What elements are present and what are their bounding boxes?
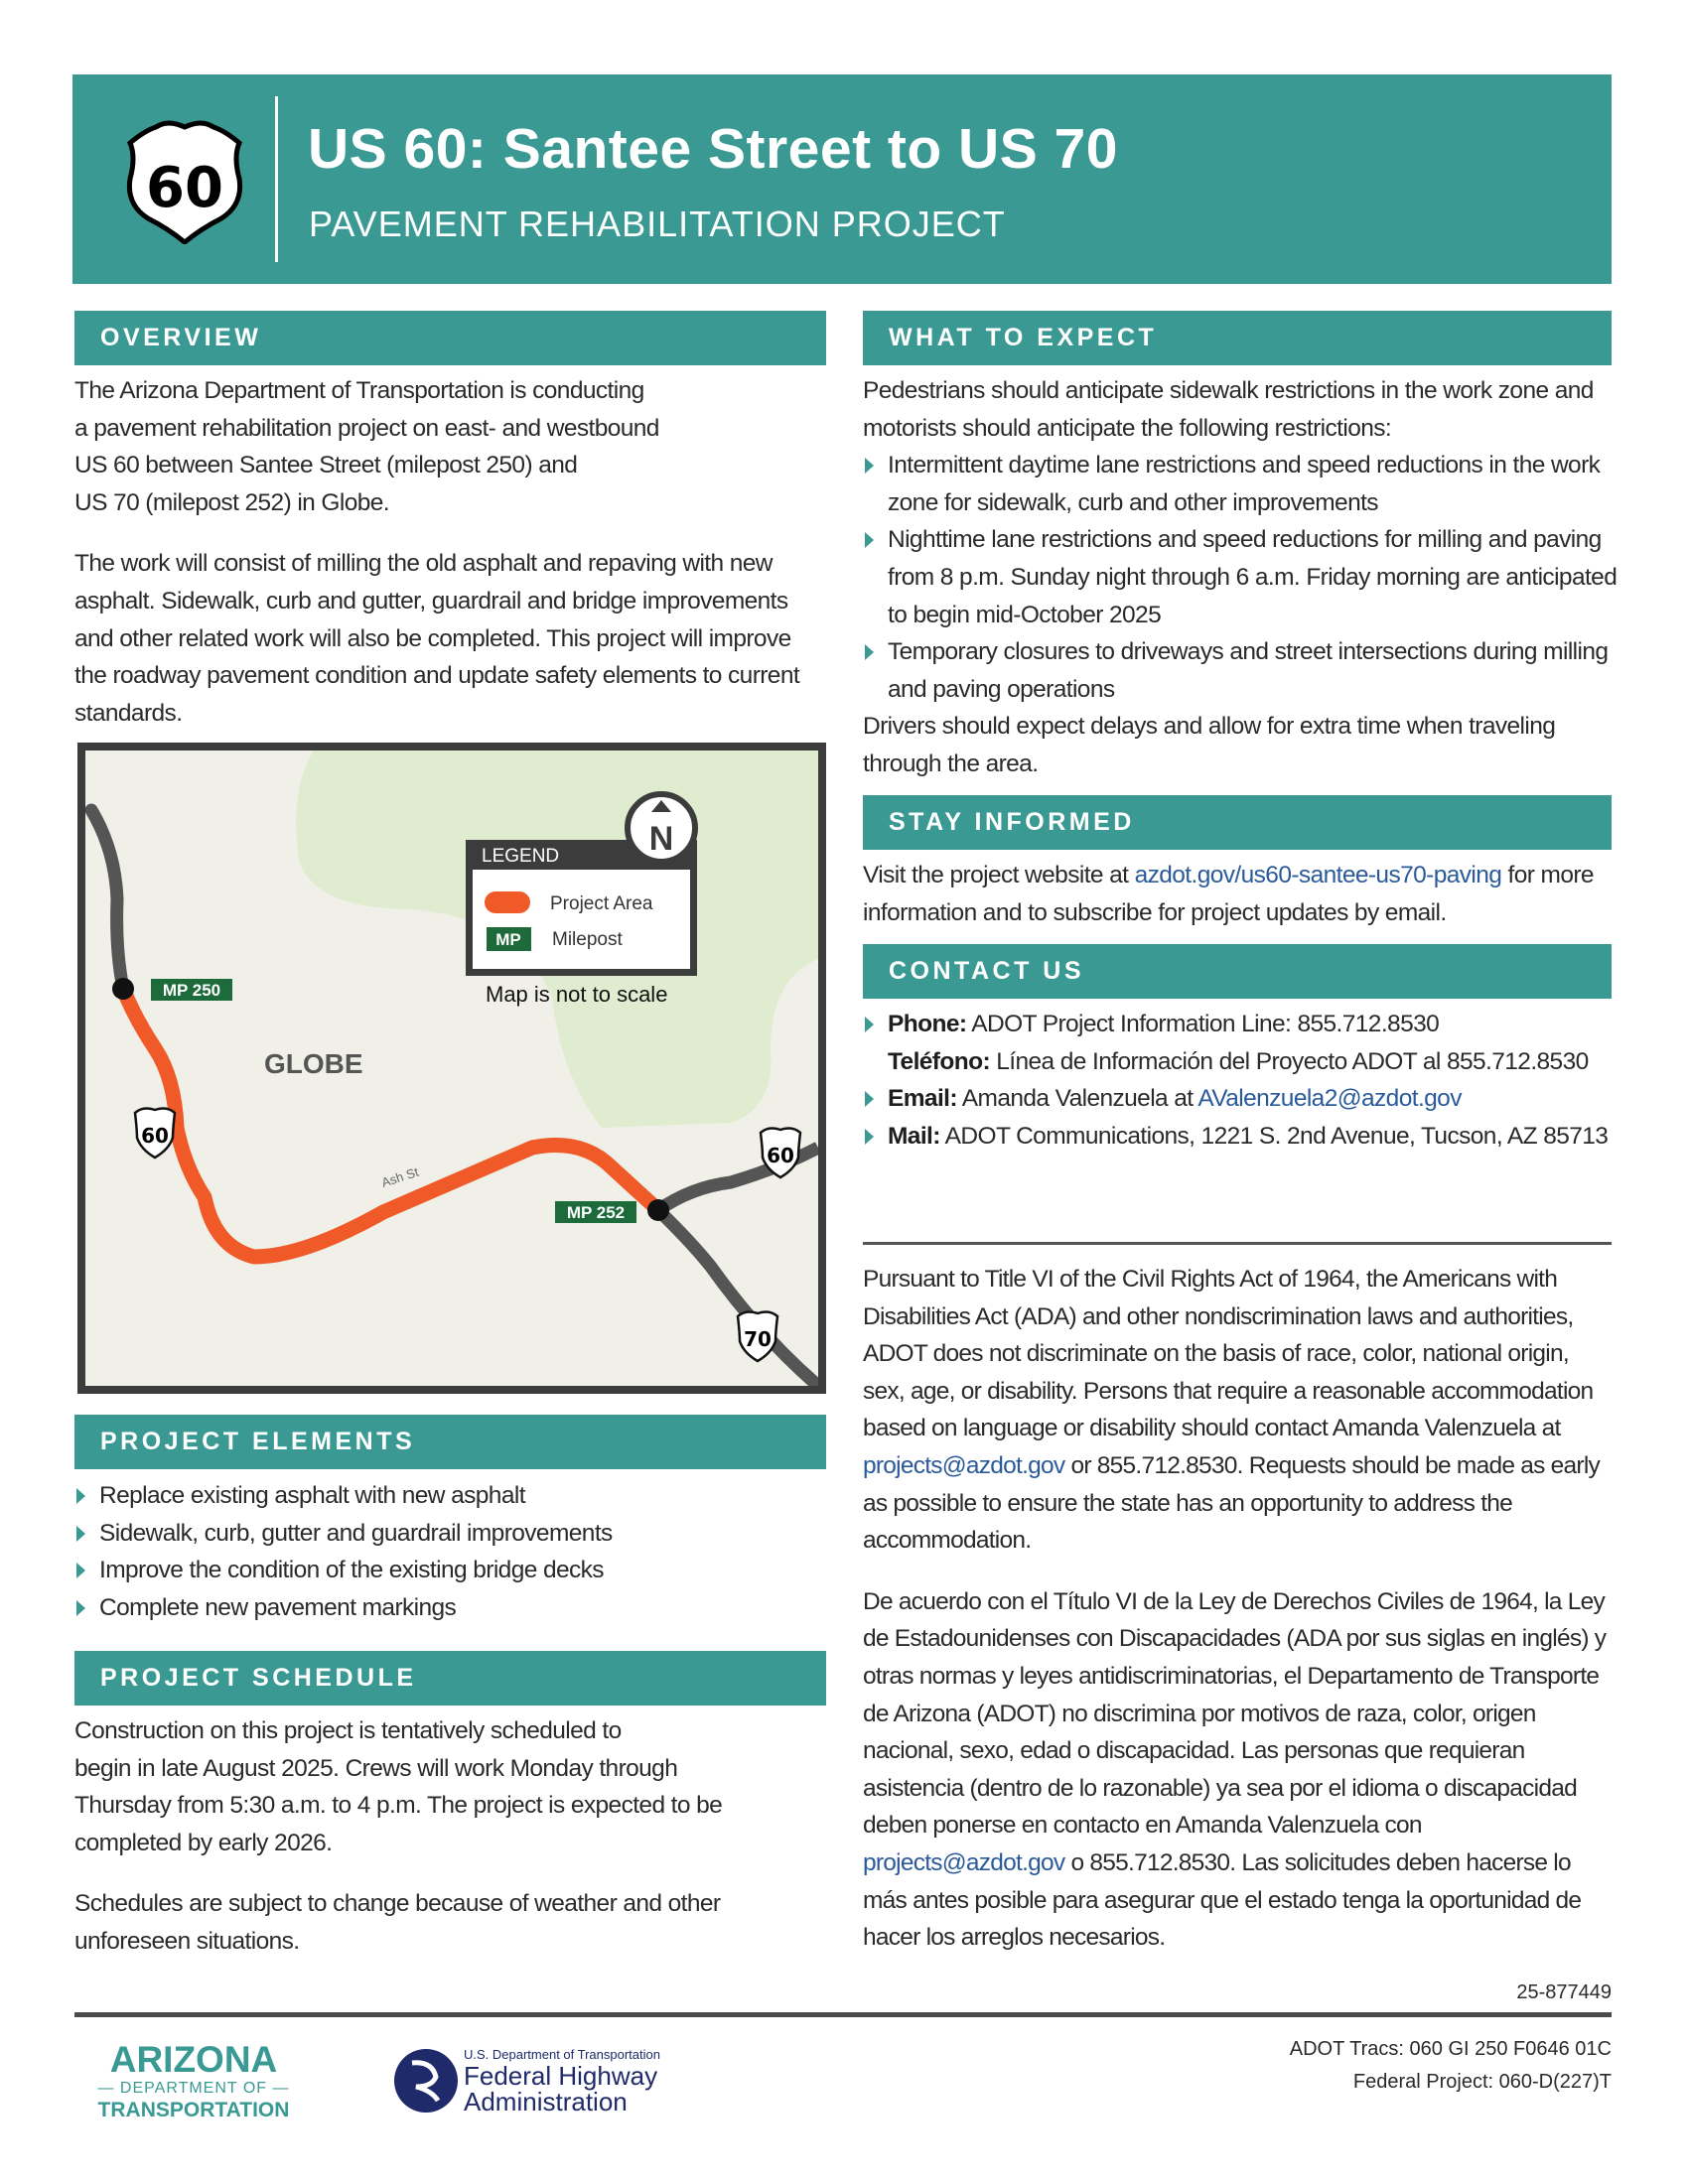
banner-divider [275, 96, 278, 262]
bullet-triangle-icon [865, 1129, 874, 1145]
bullet-triangle-icon [865, 644, 874, 660]
bullet-triangle-icon [76, 1600, 85, 1616]
section-divider [863, 1242, 1612, 1245]
svg-text:60: 60 [141, 1124, 169, 1148]
list-item: Intermittent daytime lane restrictions and speed reductions in the work zone for sidewalk, curb and other improvements [863, 447, 1618, 521]
overview-line: US 70 (milepost 252) in Globe. [74, 488, 389, 516]
svg-text:60: 60 [146, 156, 223, 220]
legend-title: LEGEND [482, 846, 560, 867]
expect-intro: Pedestrians should anticipate sidewalk restrictions in the work zone and motorists should anticipate the following restrictions: [863, 377, 1594, 442]
road-us70 [658, 1210, 818, 1386]
project-schedule-body [74, 1712, 829, 1961]
schedule-line: Thursday from 5:30 a.m. to 4 p.m. The project is expected to be [74, 1792, 723, 1820]
mp250-label: MP 250 [162, 981, 221, 1000]
list-item: Sidewalk, curb, gutter and guardrail improvements [74, 1515, 829, 1553]
projects-email-link-es[interactable]: projects@azdot.gov [863, 1848, 1065, 1876]
page-title: US 60: Santee Street to US 70 [308, 117, 1118, 181]
header-banner [72, 74, 1612, 284]
map-graphic [85, 751, 818, 1386]
project-identifiers [1290, 2033, 1612, 2099]
us-route-60-shield-icon [122, 117, 247, 244]
stay-informed-heading: STAY INFORMED [863, 795, 1612, 850]
mp252-marker [647, 1199, 669, 1221]
adot-logo: ARIZONA — DEPARTMENT OF — TRANSPORTATION [97, 2039, 290, 2121]
adot-tracs: ADOT Tracs: 060 GI 250 F0646 01C [1289, 2038, 1612, 2060]
contact-phone: Phone: ADOT Project Information Line: 855.712.8530 Teléfono: Línea de Información del Proyecto ADOT al 855.712.8530 [863, 1006, 1618, 1080]
projects-email-link[interactable]: projects@azdot.gov [863, 1451, 1065, 1479]
title-vi-notice [863, 1261, 1616, 1957]
mp250-marker [112, 978, 134, 1000]
bullet-triangle-icon [76, 1488, 85, 1504]
svg-text:70: 70 [744, 1327, 772, 1351]
overview-line: a pavement rehabilitation project on east- and westbound [74, 414, 659, 442]
stay-informed-body: Visit the project website at azdot.gov/us60-santee-us70-paving for more information and to subscribe for project updates by email. [863, 862, 1594, 926]
contact-mail: Mail: ADOT Communications, 1221 S. 2nd Avenue, Tucson, AZ 85713 [863, 1118, 1618, 1156]
project-area-swatch [485, 891, 530, 913]
bullet-triangle-icon [865, 1017, 874, 1032]
bullet-triangle-icon [865, 1091, 874, 1107]
list-item: Complete new pavement markings [74, 1589, 829, 1627]
contact-us-heading: CONTACT US [863, 944, 1612, 999]
overview-paragraph-2: The work will consist of milling the old asphalt and repaving with new asphalt. Sidewalk, curb and gutter, guardrail and bridge improvements and other related work will also be completed. This project will improve the roadway pavement condition and update safety elements to current standards. [74, 550, 800, 727]
project-elements-list [74, 1477, 829, 1626]
list-item: Nighttime lane restrictions and speed reductions for milling and paving from 8 p.m. Sunday night through 6 a.m. Friday morning are anticipated to begin mid-October 2025 [863, 521, 1618, 633]
project-elements-heading: PROJECT ELEMENTS [74, 1415, 826, 1469]
document-number: 25-877449 [1516, 1981, 1612, 2003]
title-vi-english: Pursuant to Title VI of the Civil Rights Act of 1964, the Americans with Disabilities Act (ADA) and other nondiscrimination laws and authorities, ADOT does not discriminate on the basis of race, color, national origin, sex, age, or disability. Persons that require a reasonable accommodation based on language or disability should contact Amanda Valenzuela at projects@azdot.gov or 855.712.8530. Requests should be made as early as possible to ensure the state has an opportunity to address the accommodation. [863, 1266, 1601, 1555]
bullet-triangle-icon [76, 1563, 85, 1578]
svg-text:N: N [648, 820, 674, 858]
title-vi-spanish: De acuerdo con el Título VI de la Ley de Derechos Civiles de 1964, la Ley de Estadounidenses con Discapacidades (ADA por sus siglas en inglés) y otras normas y leyes antidiscriminatorias, el Departamento de Transporte de Arizona (ADOT) no discrimina por motivos de raza, color, origen nacional, sexo, edad o discapacidad. Las personas que requieran asistencia (dentro de lo razonable) ya sea por el idioma o discapacidad deben ponerse en contacto en Amanda Valenzuela con projects@azdot.gov o 855.712.8530. Las solicitudes deben hacerse lo más antes posible para asegurar que el estado tenga la oportunidad de hacer los arreglos necesarios. [863, 1587, 1607, 1952]
city-label: GLOBE [264, 1048, 363, 1079]
schedule-line: completed by early 2026. [74, 1829, 333, 1856]
road-us60-north [91, 810, 123, 989]
project-website-link[interactable]: azdot.gov/us60-santee-us70-paving [1134, 862, 1502, 888]
scale-note: Map is not to scale [486, 982, 668, 1007]
street-label: Ash St [379, 1163, 421, 1190]
email-link[interactable]: AValenzuela2@azdot.gov [1197, 1085, 1462, 1113]
what-to-expect-heading: WHAT TO EXPECT [863, 311, 1612, 365]
overview-line: The Arizona Department of Transportation is conducting [74, 377, 644, 404]
overview-line: US 60 between Santee Street (milepost 250) and [74, 452, 578, 479]
north-arrow-icon [628, 794, 695, 862]
list-item: Improve the condition of the existing bridge decks [74, 1552, 829, 1589]
fhwa-emblem-icon [392, 2047, 460, 2115]
schedule-line: Construction on this project is tentatively scheduled to [74, 1717, 622, 1744]
schedule-note: Schedules are subject to change because of weather and other unforeseen situations. [74, 1890, 721, 1955]
contact-email: Email: Amanda Valenzuela at AValenzuela2@azdot.gov [863, 1080, 1618, 1118]
expect-outro: Drivers should expect delays and allow for extra time when traveling through the area. [863, 713, 1556, 777]
bullet-triangle-icon [865, 458, 874, 474]
svg-text:MP: MP [495, 930, 521, 949]
us60-shield-west-icon [135, 1109, 175, 1158]
map-legend [466, 840, 697, 1007]
bullet-triangle-icon [865, 532, 874, 548]
list-item: Temporary closures to driveways and street intersections during milling and paving operations [863, 633, 1618, 708]
federal-project: Federal Project: 060-D(227)T [1352, 2071, 1612, 2093]
us70-shield-icon [738, 1312, 777, 1361]
mp252-label: MP 252 [566, 1203, 626, 1222]
project-schedule-heading: PROJECT SCHEDULE [74, 1651, 826, 1706]
overview-body [74, 372, 829, 732]
legend-milepost: Milepost [552, 929, 623, 950]
contact-list [863, 1006, 1618, 1155]
schedule-line: begin in late August 2025. Crews will work Monday through [74, 1754, 678, 1782]
page-subtitle: PAVEMENT REHABILITATION PROJECT [309, 204, 1006, 244]
legend-project-area: Project Area [550, 893, 653, 914]
project-map [77, 743, 826, 1394]
list-item: Replace existing asphalt with new asphalt [74, 1477, 829, 1515]
svg-text:60: 60 [767, 1144, 794, 1167]
what-to-expect-body [863, 372, 1618, 783]
overview-heading: OVERVIEW [74, 311, 826, 365]
footer-divider [74, 2012, 1612, 2017]
bullet-triangle-icon [76, 1526, 85, 1542]
